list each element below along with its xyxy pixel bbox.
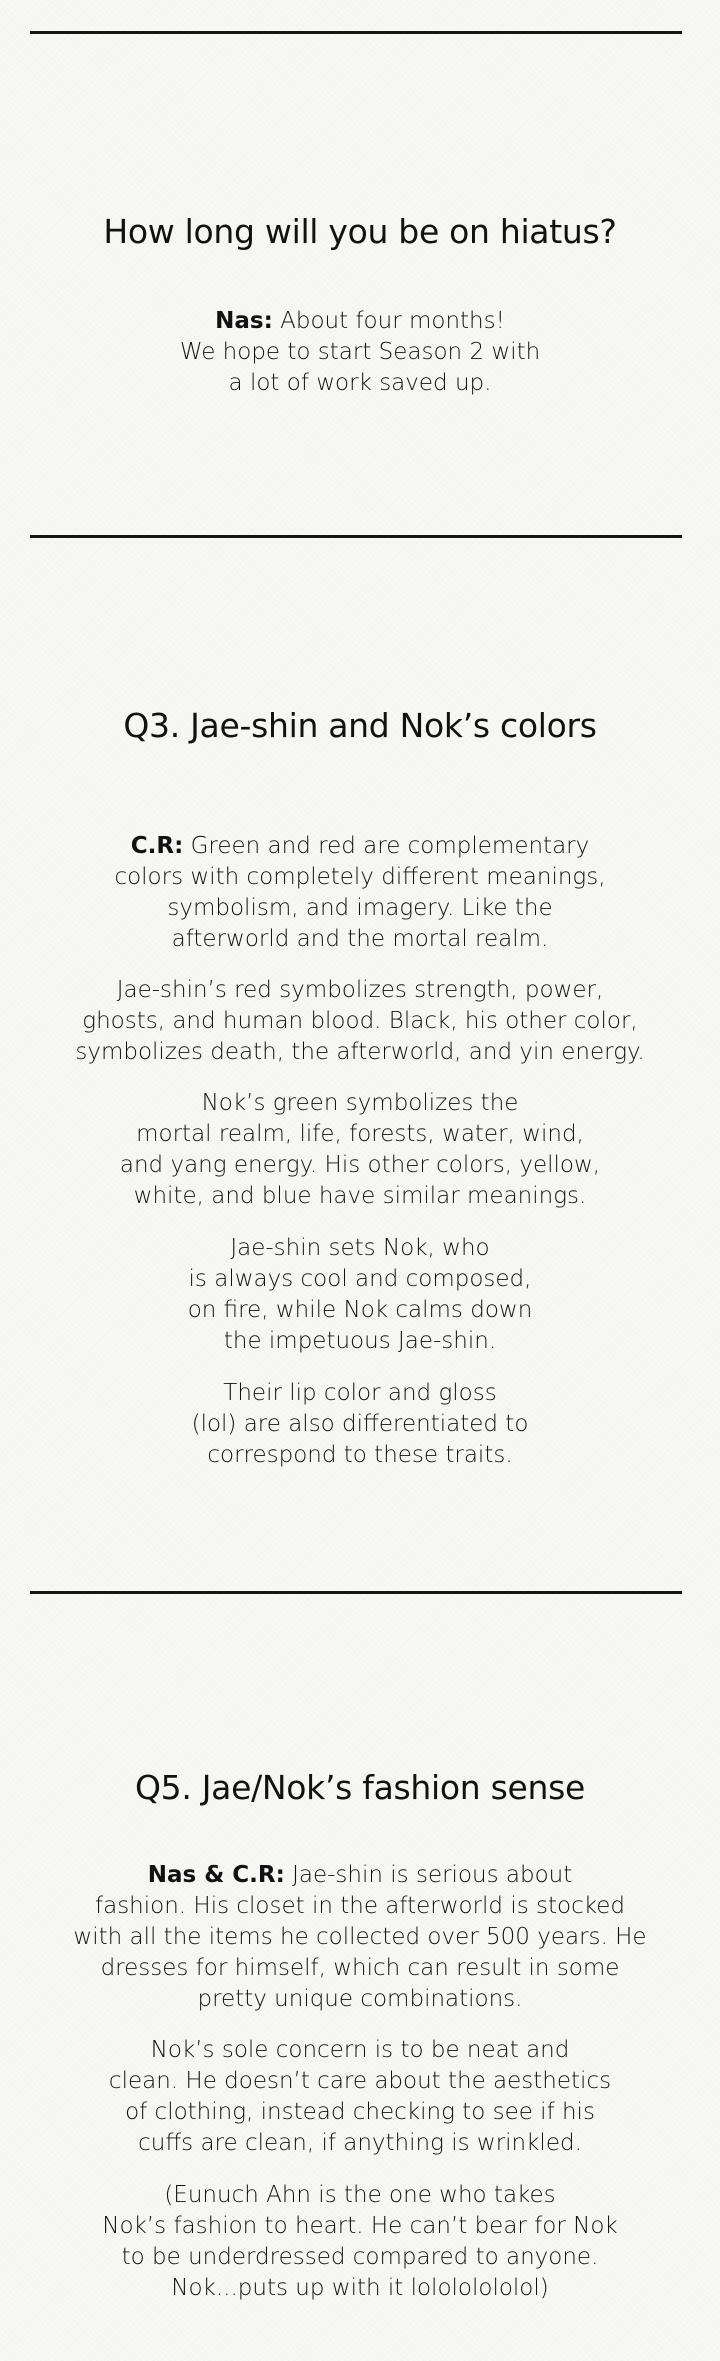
answer-line: white, and blue have similar meanings. bbox=[133, 1183, 587, 1209]
section-heading-hiatus: How long will you be on hiatus? bbox=[103, 212, 617, 251]
answer-line: Nok’s sole concern is to be neat and bbox=[150, 2037, 570, 2063]
answer-line: Nok’s green symbolizes the bbox=[201, 1090, 519, 1116]
answer-line: (lol) are also differentiated to bbox=[191, 1411, 529, 1437]
answer-line: afterworld and the mortal realm. bbox=[171, 926, 549, 952]
answer-paragraph bbox=[60, 1378, 660, 1471]
answer-line: Nok...puts up with it lolololololol) bbox=[171, 2275, 549, 2301]
speaker-label: C.R: bbox=[130, 833, 184, 859]
answer-line: and yang energy. His other colors, yellow, bbox=[119, 1152, 601, 1178]
answer-line: Jae-shin’s red symbolizes strength, power, bbox=[116, 977, 604, 1003]
answer-paragraph bbox=[60, 1860, 660, 2015]
answer-line: dresses for himself, which can result in some bbox=[100, 1955, 620, 1981]
answer-paragraph bbox=[60, 306, 660, 399]
answer-line: colors with completely different meanings, bbox=[114, 864, 606, 890]
answer-line: Nas & C.R: Jae-shin is serious about bbox=[147, 1862, 573, 1888]
answer-paragraph bbox=[60, 831, 660, 955]
top-divider bbox=[30, 31, 682, 34]
speaker-label: Nas & C.R: bbox=[147, 1862, 285, 1888]
answer-line: ghosts, and human blood. Black, his other color, bbox=[82, 1008, 638, 1034]
section-divider bbox=[30, 535, 682, 538]
answer-line: symbolism, and imagery. Like the bbox=[167, 895, 553, 921]
section-heading-colors: Q3. Jae-shin and Nok’s colors bbox=[123, 706, 597, 745]
answer-paragraph bbox=[60, 2035, 660, 2159]
speaker-label: Nas: bbox=[215, 308, 273, 334]
answer-line: C.R: Green and red are complementary bbox=[130, 833, 590, 859]
answer-line: mortal realm, life, forests, water, wind, bbox=[136, 1121, 584, 1147]
answer-line: correspond to these traits. bbox=[207, 1442, 513, 1468]
answer-line: symbolizes death, the afterworld, and yin energy. bbox=[75, 1039, 645, 1065]
answer-line: a lot of work saved up. bbox=[228, 370, 492, 396]
answer-line: with all the items he collected over 500 years. He bbox=[73, 1924, 647, 1950]
answer-line: Jae-shin sets Nok, who bbox=[230, 1235, 490, 1261]
answer-line: (Eunuch Ahn is the one who takes bbox=[164, 2182, 556, 2208]
answer-line: We hope to start Season 2 with bbox=[179, 339, 541, 365]
answer-line: on fire, while Nok calms down bbox=[187, 1297, 533, 1323]
section-divider bbox=[30, 1591, 682, 1594]
answer-line: Nok’s fashion to heart. He can’t bear for Nok bbox=[102, 2213, 618, 2239]
answer-line: fashion. His closet in the afterworld is stocked bbox=[95, 1893, 625, 1919]
answer-paragraph bbox=[60, 2180, 660, 2304]
answer-line: to be underdressed compared to anyone. bbox=[121, 2244, 599, 2270]
answer-line: is always cool and composed, bbox=[188, 1266, 532, 1292]
answer-line: clean. He doesn’t care about the aesthetics bbox=[108, 2068, 612, 2094]
answer-line: of clothing, instead checking to see if his bbox=[125, 2099, 595, 2125]
answer-paragraph bbox=[60, 1088, 660, 1212]
answer-paragraph bbox=[60, 1233, 660, 1357]
answer-line: Their lip color and gloss bbox=[223, 1380, 497, 1406]
answer-line: pretty unique combinations. bbox=[197, 1986, 523, 2012]
section-heading-fashion: Q5. Jae/Nok’s fashion sense bbox=[134, 1768, 585, 1807]
answer-line: Nas: About four months! bbox=[215, 308, 505, 334]
answer-line: cuffs are clean, if anything is wrinkled. bbox=[138, 2130, 582, 2156]
answer-paragraph bbox=[60, 975, 660, 1068]
answer-line: the impetuous Jae-shin. bbox=[223, 1328, 497, 1354]
